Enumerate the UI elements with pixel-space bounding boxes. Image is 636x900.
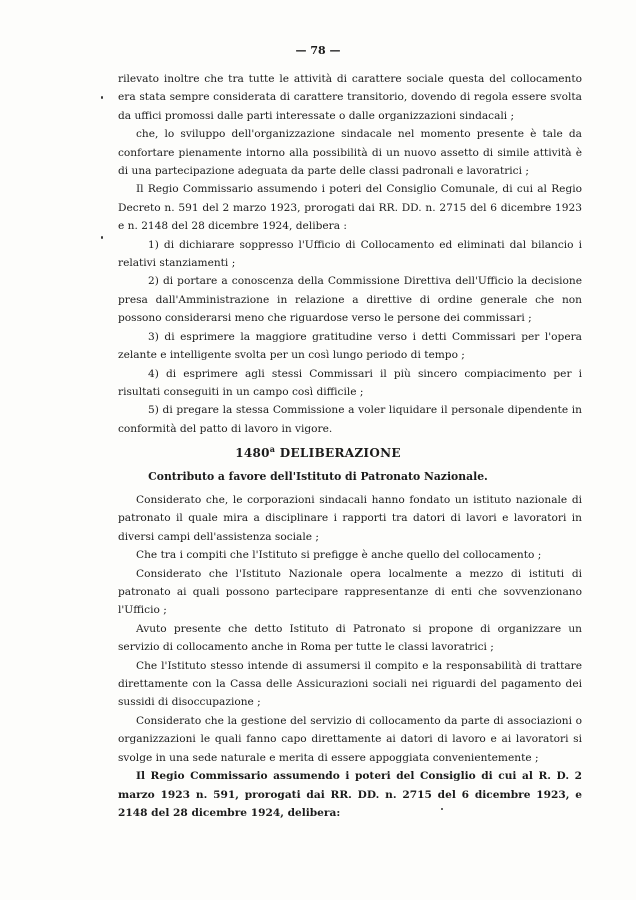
resolution-text — [118, 491, 582, 822]
resolution-item: 1) di dichiarare soppresso l'Ufficio di Collocamento ed eliminati dal bilancio i relativi stanziamenti ; — [118, 238, 582, 270]
paragraph: Considerato che, le corporazioni sindacali hanno fondato un istituto nazionale di patronato il quale mira a disciplinare i rapporti tra datori di lavori e lavoratori in diversi campi dell'assistenza sociale ; — [118, 494, 582, 543]
section-title: DELIBERAZIONE — [279, 446, 401, 460]
paragraph: Che l'Istituto stesso intende di assumersi il compito e la responsabilità di trattare direttamente con la Cassa delle Assicurazioni sociali nei riguardi del pagamento dei sussidi di disoccupazione ; — [118, 659, 582, 709]
scan-speck — [101, 236, 103, 239]
section-subtitle: Contributo a favore dell'Istituto di Patronato Nazionale. — [148, 470, 488, 483]
paragraph: Considerato che l'Istituto Nazionale opera localmente a mezzo di istituti di patronato ai quali possono partecipare rappresentanze di enti che sovvenzionano l'Ufficio ; — [118, 567, 582, 617]
paragraph: Considerato che la gestione del servizio di collocamento da parte di associazioni o organizzazioni le quali fanno capo direttamente ai datori di lavoro e ai lavoratori si svolge in una sede naturale e merita di essere appoggiata convenientemente ; — [118, 714, 582, 764]
paragraph: Che tra i compiti che l'Istituto si prefigge è anche quello del collocamento ; — [136, 549, 542, 562]
paragraph: Avuto presente che detto Istituto di Patronato si propone di organizzare un servizio di collocamento anche in Roma per tutte le classi lavoratrici ; — [118, 622, 582, 654]
paragraph: rilevato inoltre che tra tutte le attività di carattere sociale questa del collocamento era stata sempre considerata di carattere transitorio, dovendo di regola essere svolta da uffici promossi dalle parti interessate o dalle organizzazioni sindacali ; — [118, 73, 582, 122]
resolution-text-continued — [118, 70, 582, 438]
section-number-superscript: a — [269, 444, 276, 454]
section-number: 1480 — [235, 446, 270, 460]
paragraph: Il Regio Commissario assumendo i poteri del Consiglio di cui al R. D. 2 marzo 1923 n. 591, prorogati dai RR. DD. n. 2715 del 6 dicembre 1923, e 2148 del 28 dicembre 1924, delibera: — [118, 770, 582, 819]
resolution-item: 2) di portare a conoscenza della Commissione Direttiva dell'Ufficio la decisione presa dall'Amministrazione in relazione a direttive di ordine generale che non possono considerarsi meno che riguardose verso le persone dei commissari ; — [118, 275, 582, 325]
scan-speck — [101, 96, 103, 99]
section-heading — [0, 444, 636, 460]
paragraph: che, lo sviluppo dell'organizzazione sindacale nel momento presente è tale da confortare pienamente intorno alla possibilità di un nuovo assetto di simile attività è di una partecipazione adeguata da parte delle classi padronali e lavoratrici ; — [118, 128, 582, 178]
resolution-item: 3) di esprimere la maggiore gratitudine verso i detti Commissari per l'opera zelante e intelligente svolta per un così lungo periodo di tempo ; — [118, 330, 582, 362]
resolution-item: 5) di pregare la stessa Commissione a voler liquidare il personale dipendente in conformità del patto di lavoro in vigore. — [118, 404, 582, 435]
paragraph: Il Regio Commissario assumendo i poteri del Consiglio Comunale, di cui al Regio Decreto n. 591 del 2 marzo 1923, prorogati dai RR. DD. n. 2715 del 6 dicembre 1923 e n. 2148 del 28 dicembre 1924, delibera : — [118, 183, 582, 233]
page-number: — 78 — — [295, 44, 341, 57]
resolution-item: 4) di esprimere agli stessi Commissari il più sincero compiacimento per i risultati conseguiti in un campo così difficile ; — [118, 367, 582, 398]
